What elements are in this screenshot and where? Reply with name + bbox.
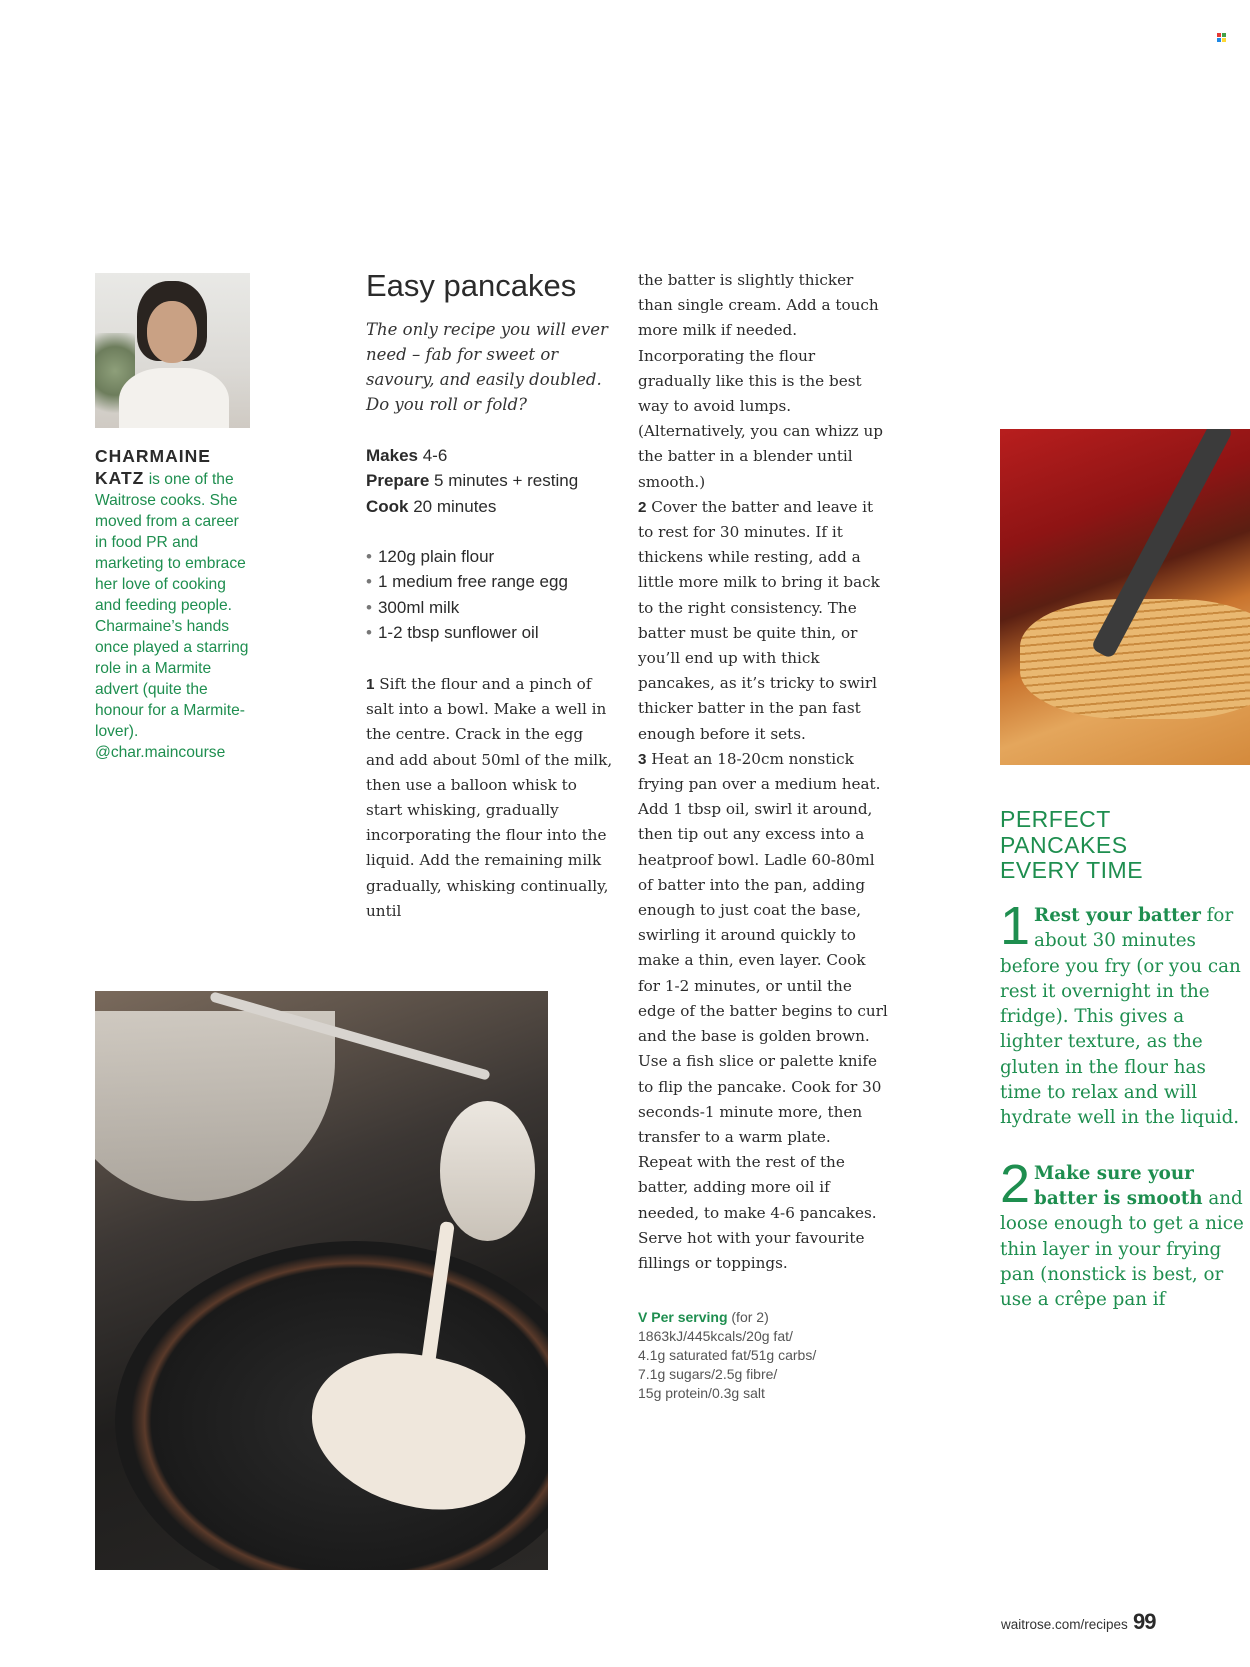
nutrition-info xyxy=(638,1308,878,1403)
makes-row: Makes 4-6 xyxy=(366,446,448,465)
tip-1-text: for about 30 minutes before you fry (or you can rest it overnight in the fridge). This gives a lighter texture, as the gluten in the flour has time to relax and will hydrate well in the liquid. xyxy=(1000,905,1241,1129)
pancake-stack-photo xyxy=(1000,429,1250,765)
footer-url[interactable]: waitrose.com/recipes xyxy=(1001,1617,1128,1632)
step-1-continued: the batter is slightly thicker than single cream. Add a touch more milk if needed. Incorporating the flour gradually like this is the best way to avoid lumps. (Alternatively, you can whizz up the batter in a blender until smooth.) xyxy=(638,271,884,491)
nutrition-heading: V Per serving (for 2) xyxy=(638,1309,769,1325)
cook-row: Cook 20 minutes xyxy=(366,496,497,516)
ingredient-item: • 120g plain flour xyxy=(366,544,568,569)
ingredient-item: • 1 medium free range egg xyxy=(366,569,568,594)
pouring-batter-photo xyxy=(95,991,548,1570)
recipe-intro: The only recipe you will ever need – fab for sweet or savoury, and easily doubled. Do you roll or fold? xyxy=(366,320,608,414)
tip-1-number: 1 xyxy=(1000,896,1031,956)
author-name-last: KATZ xyxy=(95,468,145,488)
nutrition-line: 15g protein/0.3g salt xyxy=(638,1385,765,1401)
step-2-number: 2 xyxy=(638,498,647,516)
tips-body xyxy=(1000,896,1250,1312)
step-2-text: Cover the batter and leave it to rest for 30 minutes. If it thickens while resting, add a little more milk to bring it back to the right consistency. The batter must be quite thin, or you’ll end up with thick pancakes, as it’s tricky to swirl thicker batter in the pan fast enough before it sets. xyxy=(638,497,880,743)
ingredient-item: • 1-2 tbsp sunflower oil xyxy=(366,620,568,645)
recipe-meta xyxy=(366,443,578,519)
author-photo xyxy=(95,273,250,428)
tip-2-text: and loose enough to get a nice thin layer in your frying pan (nonstick is best, or use a crêpe pan if xyxy=(1000,1187,1244,1311)
tip-1 xyxy=(1000,896,1250,1131)
nutrition-line: 1863kJ/445kcals/20g fat/ xyxy=(638,1328,793,1344)
author-bio xyxy=(95,446,255,763)
tip-2-number: 2 xyxy=(1000,1153,1031,1214)
step-3-number: 3 xyxy=(638,750,647,768)
recipe-title: Easy pancakes xyxy=(366,268,577,303)
step-3-text: Heat an 18-20cm nonstick frying pan over a medium heat. Add 1 tbsp oil, swirl it around, then tip out any excess into a heatproof bowl. Ladle 60-80ml of batter into the pan, adding enough to just coat the base, swirling it around quickly to make a thin, even layer. Cook for 1-2 minutes, or until the edge of the batter begins to curl and the base is golden brown. Use a fish slice or palette knife to flip the pancake. Cook for 30 seconds-1 minute more, then transfer to a warm plate. Repeat with the rest of the batter, adding more oil if needed, to make 4-6 pancakes. Serve hot with your favourite fillings or toppings. xyxy=(638,749,888,1272)
author-bio-text: is one of the Waitrose cooks. She moved from a career in food PR and marketing to embrace her love of cooking and feeding people. Charmaine’s hands once played a starring role in a Marmite advert (quite the honour for a Marmite-lover). @char.maincourse xyxy=(95,471,249,761)
ingredient-list xyxy=(366,544,568,645)
ingredient-item: • 300ml milk xyxy=(366,595,568,620)
nutrition-line: 4.1g saturated fat/51g carbs/ xyxy=(638,1347,817,1363)
page-number: 99 xyxy=(1133,1609,1156,1634)
tip-2 xyxy=(1000,1153,1250,1313)
tips-heading: PERFECT PANCAKES EVERY TIME xyxy=(1000,806,1144,883)
tip-2-title: Make sure your batter is smooth xyxy=(1034,1162,1203,1209)
method-step-1 xyxy=(366,672,616,924)
corner-marker xyxy=(1217,33,1226,42)
nutrition-line: 7.1g sugars/2.5g fibre/ xyxy=(638,1366,778,1382)
method-column-2 xyxy=(638,268,888,1276)
author-name-first: CHARMAINE xyxy=(95,446,211,466)
tip-1-title: Rest your batter xyxy=(1034,905,1201,926)
step-1-text: Sift the flour and a pinch of salt into a bowl. Make a well in the centre. Crack in the egg and add about 50ml of the milk, then use a balloon whisk to start whisking, gradually incorporating the flour into the liquid. Add the remaining milk gradually, whisking continually, until xyxy=(366,675,613,920)
step-1-number: 1 xyxy=(366,676,375,693)
prepare-row: Prepare 5 minutes + resting xyxy=(366,471,579,491)
